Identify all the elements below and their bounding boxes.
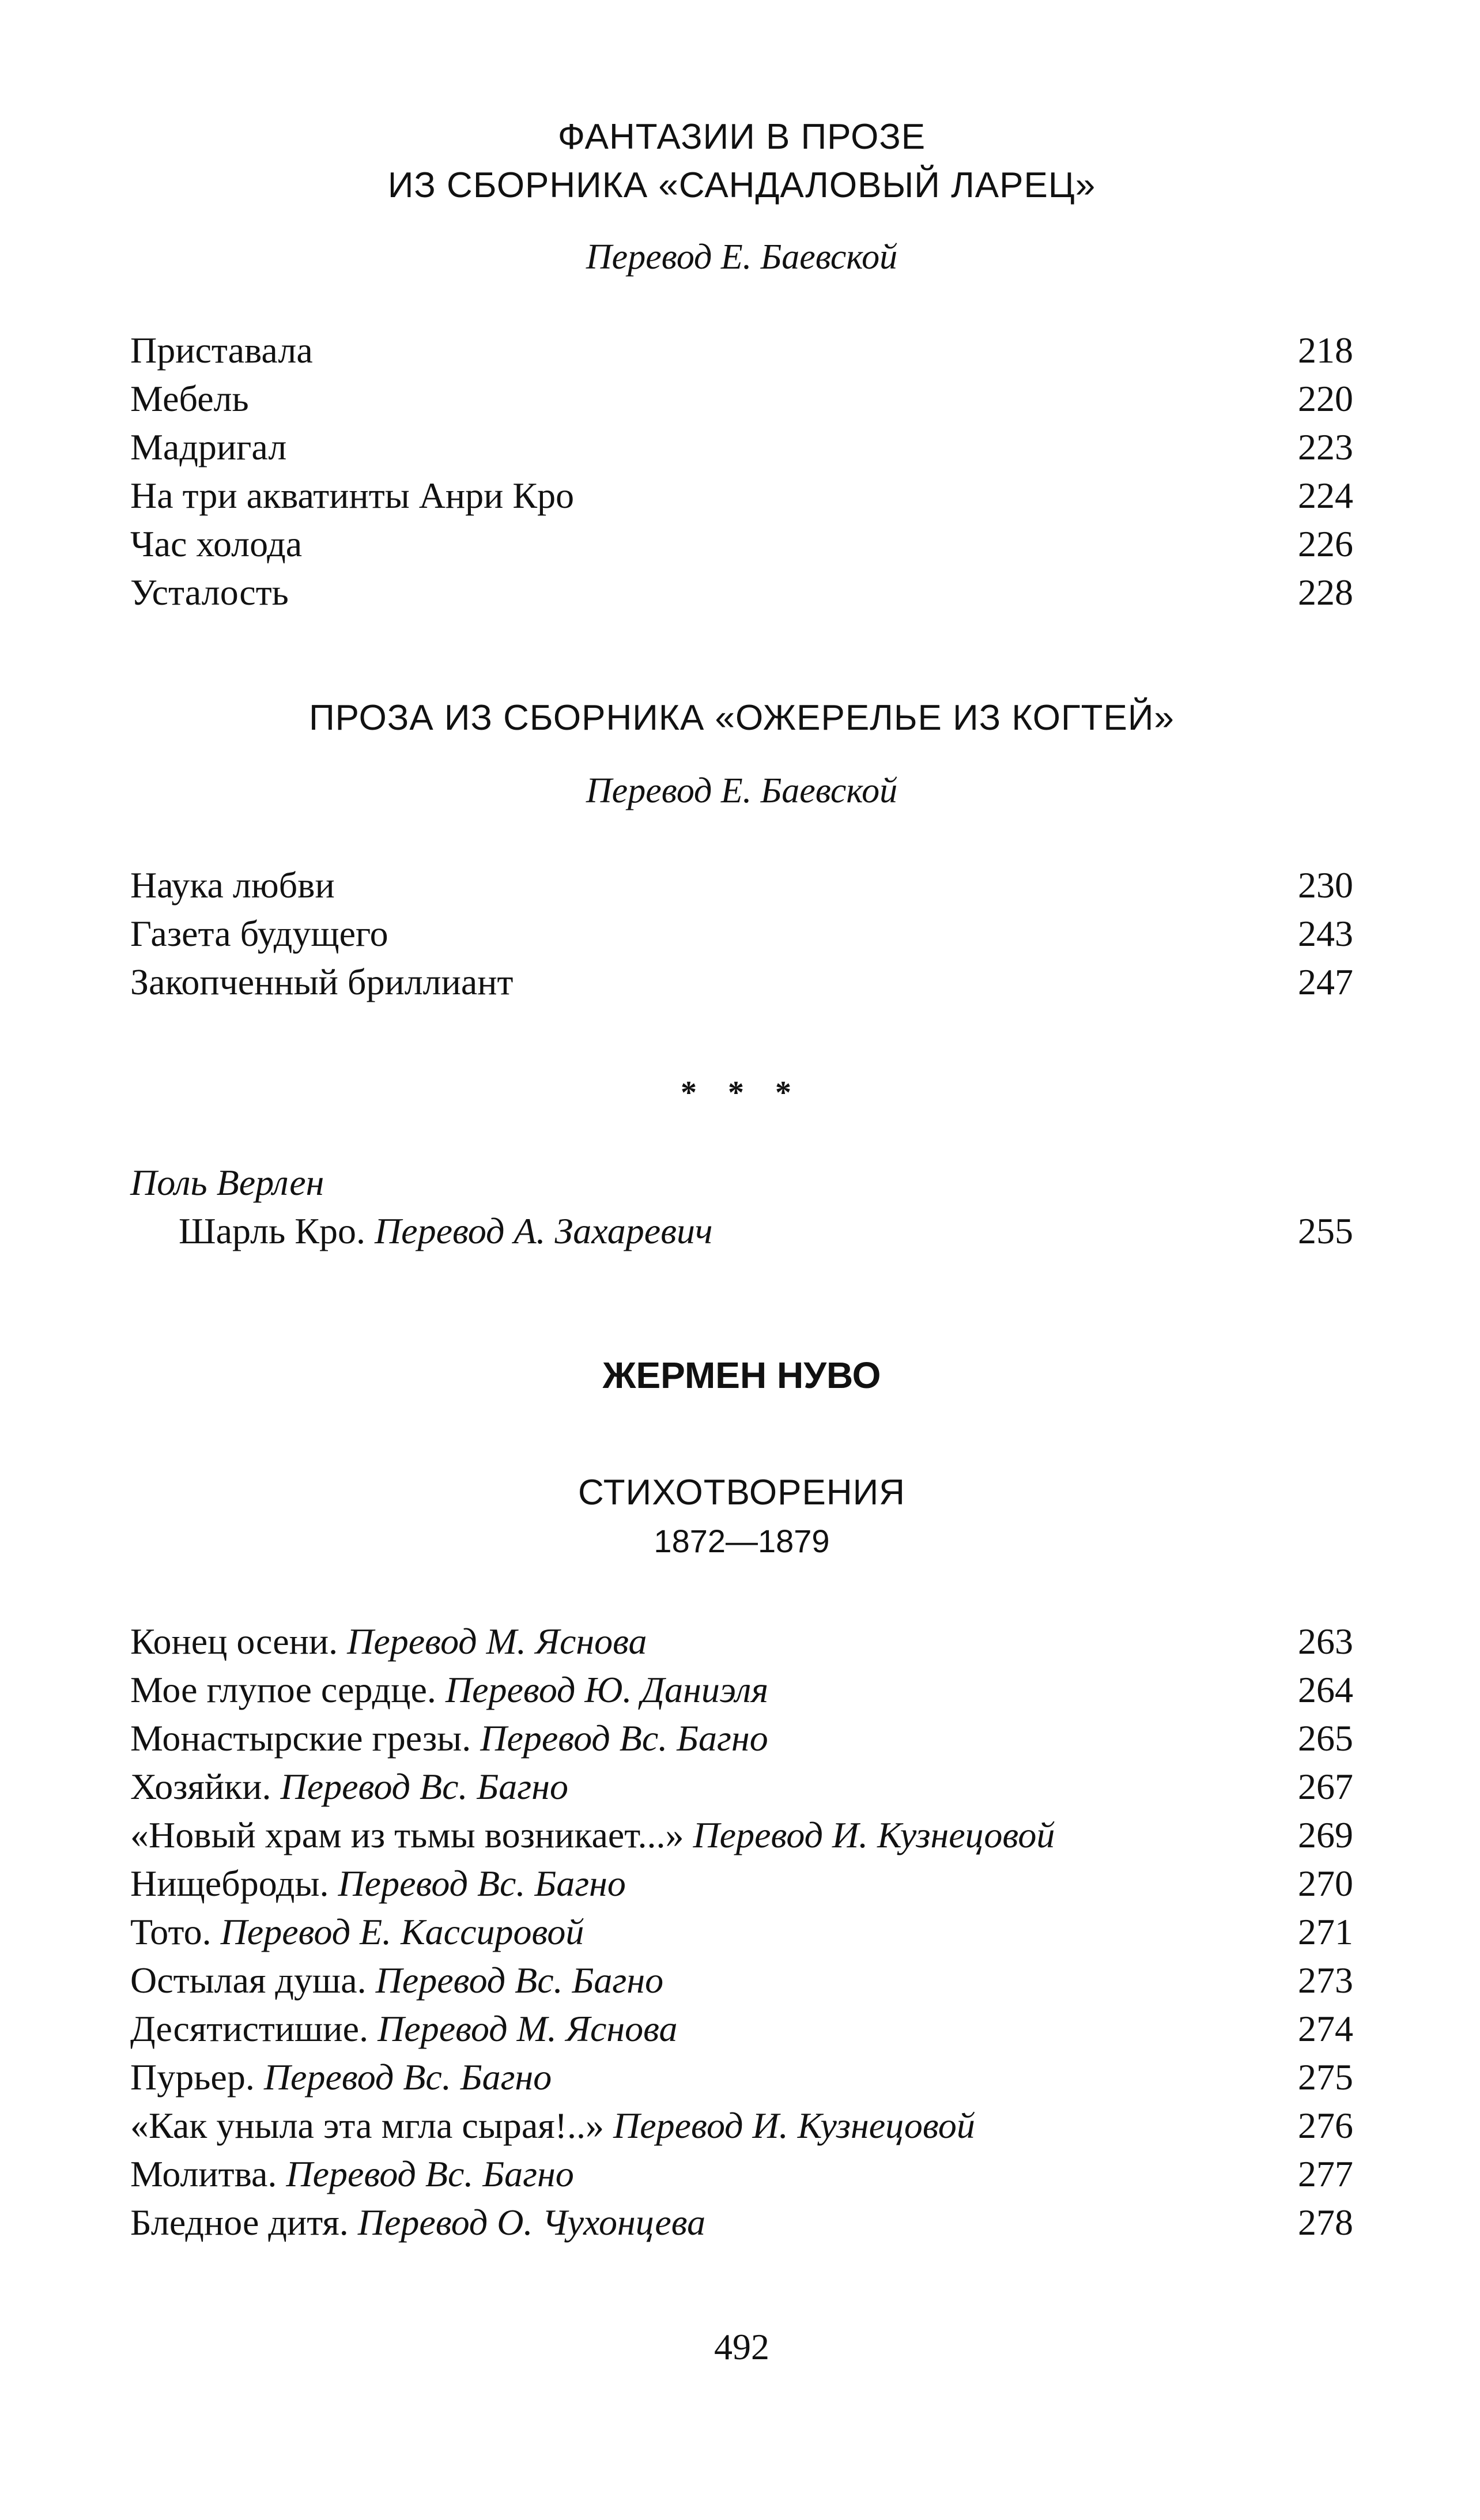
entry-translator: Перевод Вс. Багно <box>263 2057 552 2098</box>
entry-translator: Перевод И. Кузнецовой <box>613 2105 975 2146</box>
entry-page-number: 226 <box>1298 523 1353 564</box>
entry-page-number: 223 <box>1298 427 1353 467</box>
entry-translator: Перевод Вс. Багно <box>280 1766 568 1807</box>
entry-title-text: Шарль Кро. <box>179 1210 365 1251</box>
entry-translator: Перевод Ю. Даниэля <box>445 1669 769 1710</box>
entry-title-text: «Новый храм из тьмы возникает...» <box>130 1814 684 1855</box>
entry-page-number: 274 <box>1298 2008 1353 2049</box>
entry-translator: Перевод Вс. Багно <box>338 1863 626 1904</box>
verlaine-author: Поль Верлен <box>130 1162 324 1203</box>
entry-title: Наука любви <box>130 865 335 906</box>
entry-page-number: 255 <box>1298 1210 1353 1251</box>
entry-title-text: Тото. <box>130 1911 212 1952</box>
entry-page-number: 230 <box>1298 865 1353 906</box>
entry-title-text: Пурьер. <box>130 2057 255 2098</box>
entries-nouveau <box>130 1617 1353 2247</box>
toc-entry <box>130 1859 1353 1908</box>
entry-translator: Перевод О. Чухонцева <box>357 2202 706 2243</box>
entry-title <box>130 2150 1261 2198</box>
toc-entry <box>130 2102 1353 2150</box>
footer-page-number: 492 <box>714 2326 769 2367</box>
entry-page-number: 220 <box>1298 378 1353 419</box>
entry-page-number: 269 <box>1298 1814 1353 1855</box>
entry-translator: Перевод Е. Кассировой <box>220 1911 584 1952</box>
entry-page-number: 228 <box>1298 572 1353 613</box>
entry-title <box>130 2198 1261 2247</box>
toc-entry <box>130 520 1353 568</box>
entry-title <box>130 1666 1261 1714</box>
toc-entry <box>130 861 1353 910</box>
entry-title <box>130 1811 1261 1859</box>
entry-title: Мадригал <box>130 427 287 467</box>
toc-entry <box>130 910 1353 958</box>
section-heading-fantasies-line2: ИЗ СБОРНИКА «САНДАЛОВЫЙ ЛАРЕЦ» <box>387 165 1096 205</box>
entry-page-number: 263 <box>1298 1621 1353 1662</box>
entry-translator: Перевод Вс. Багно <box>375 1960 664 2001</box>
toc-entry <box>130 568 1353 617</box>
toc-entry <box>130 1617 1353 1666</box>
entry-title-text: «Как уныла эта мгла сырая!..» <box>130 2105 604 2146</box>
toc-entry <box>130 1666 1353 1714</box>
toc-entry <box>130 1207 1353 1255</box>
entry-page-number: 270 <box>1298 1863 1353 1904</box>
entry-page-number: 218 <box>1298 330 1353 371</box>
entries-verlaine <box>130 1207 1353 1255</box>
toc-entry <box>130 326 1353 375</box>
section-heading-necklace: ПРОЗА ИЗ СБОРНИКА «ОЖЕРЕЛЬЕ ИЗ КОГТЕЙ» <box>309 698 1175 738</box>
entry-translator: Перевод А. Захаревич <box>374 1210 713 1251</box>
toc-entry <box>130 2053 1353 2102</box>
entry-page-number: 278 <box>1298 2202 1353 2243</box>
entry-title: На три акватинты Анри Кро <box>130 475 575 516</box>
entry-title-text: Нищеброды. <box>130 1863 329 1904</box>
toc-entry <box>130 1714 1353 1763</box>
entry-page-number: 265 <box>1298 1718 1353 1759</box>
entry-title-text: Остылая душа. <box>130 1960 367 2001</box>
entry-title <box>130 1956 1261 2005</box>
entry-page-number: 264 <box>1298 1669 1353 1710</box>
entry-title-text: Бледное дитя. <box>130 2202 349 2243</box>
entry-title-text: Молитва. <box>130 2153 277 2194</box>
entries-fantasies <box>130 326 1353 617</box>
entry-title-text: Десятистишие. <box>130 2008 369 2049</box>
entry-title-text: Монастырские грезы. <box>130 1718 471 1759</box>
entry-page-number: 276 <box>1298 2105 1353 2146</box>
toc-entry <box>130 2150 1353 2198</box>
entry-page-number: 247 <box>1298 961 1353 1002</box>
entry-title-text: Мое глупое сердце. <box>130 1669 436 1710</box>
toc-entry <box>130 958 1353 1006</box>
entry-title: Газета будущего <box>130 913 388 954</box>
toc-entry <box>130 1908 1353 1956</box>
toc-entry <box>130 471 1353 520</box>
entry-translator: Перевод М. Яснова <box>347 1621 647 1662</box>
entry-title: Усталость <box>130 572 289 613</box>
toc-entry <box>130 423 1353 471</box>
entry-title <box>130 2005 1261 2053</box>
entry-title <box>130 1763 1261 1811</box>
entries-necklace <box>130 861 1353 1006</box>
author-heading-nouveau: ЖЕРМЕН НУВО <box>602 1355 881 1396</box>
section-years: 1872—1879 <box>654 1523 830 1559</box>
toc-entry <box>130 1763 1353 1811</box>
entry-translator: Перевод М. Яснова <box>377 2008 678 2049</box>
entry-translator: Перевод Вс. Багно <box>286 2153 574 2194</box>
entry-title <box>130 1908 1261 1956</box>
entry-page-number: 224 <box>1298 475 1353 516</box>
section-heading-fantasies-line1: ФАНТАЗИИ В ПРОЗЕ <box>557 117 926 157</box>
entry-translator: Перевод И. Кузнецовой <box>693 1814 1055 1855</box>
entry-title: Мебель <box>130 378 249 419</box>
entry-title: Приставала <box>130 330 313 371</box>
toc-entry <box>130 2198 1353 2247</box>
entry-title-text: Хозяйки. <box>130 1766 271 1807</box>
entry-page-number: 277 <box>1298 2153 1353 2194</box>
entry-page-number: 275 <box>1298 2057 1353 2098</box>
entry-page-number: 271 <box>1298 1911 1353 1952</box>
toc-entry <box>130 375 1353 423</box>
entry-title <box>130 1207 1261 1255</box>
toc-entry <box>130 2005 1353 2053</box>
section-heading-poems: СТИХОТВОРЕНИЯ <box>578 1473 905 1512</box>
entry-title <box>130 1617 1261 1666</box>
entry-page-number: 243 <box>1298 913 1353 954</box>
section-translator-fantasies: Перевод Е. Баевской <box>586 237 898 277</box>
entry-page-number: 273 <box>1298 1960 1353 2001</box>
entry-title <box>130 2102 1261 2150</box>
section-separator: * * * <box>681 1075 803 1111</box>
toc-entry <box>130 1956 1353 2005</box>
entry-page-number: 267 <box>1298 1766 1353 1807</box>
entry-title: Час холода <box>130 523 303 564</box>
entry-title: Закопченный бриллиант <box>130 961 514 1002</box>
section-translator-necklace: Перевод Е. Баевской <box>586 771 898 810</box>
entry-title <box>130 1714 1261 1763</box>
entry-title <box>130 2053 1261 2102</box>
toc-entry <box>130 1811 1353 1859</box>
entry-title <box>130 1859 1261 1908</box>
entry-translator: Перевод Вс. Багно <box>480 1718 768 1759</box>
entry-title-text: Конец осени. <box>130 1621 338 1662</box>
